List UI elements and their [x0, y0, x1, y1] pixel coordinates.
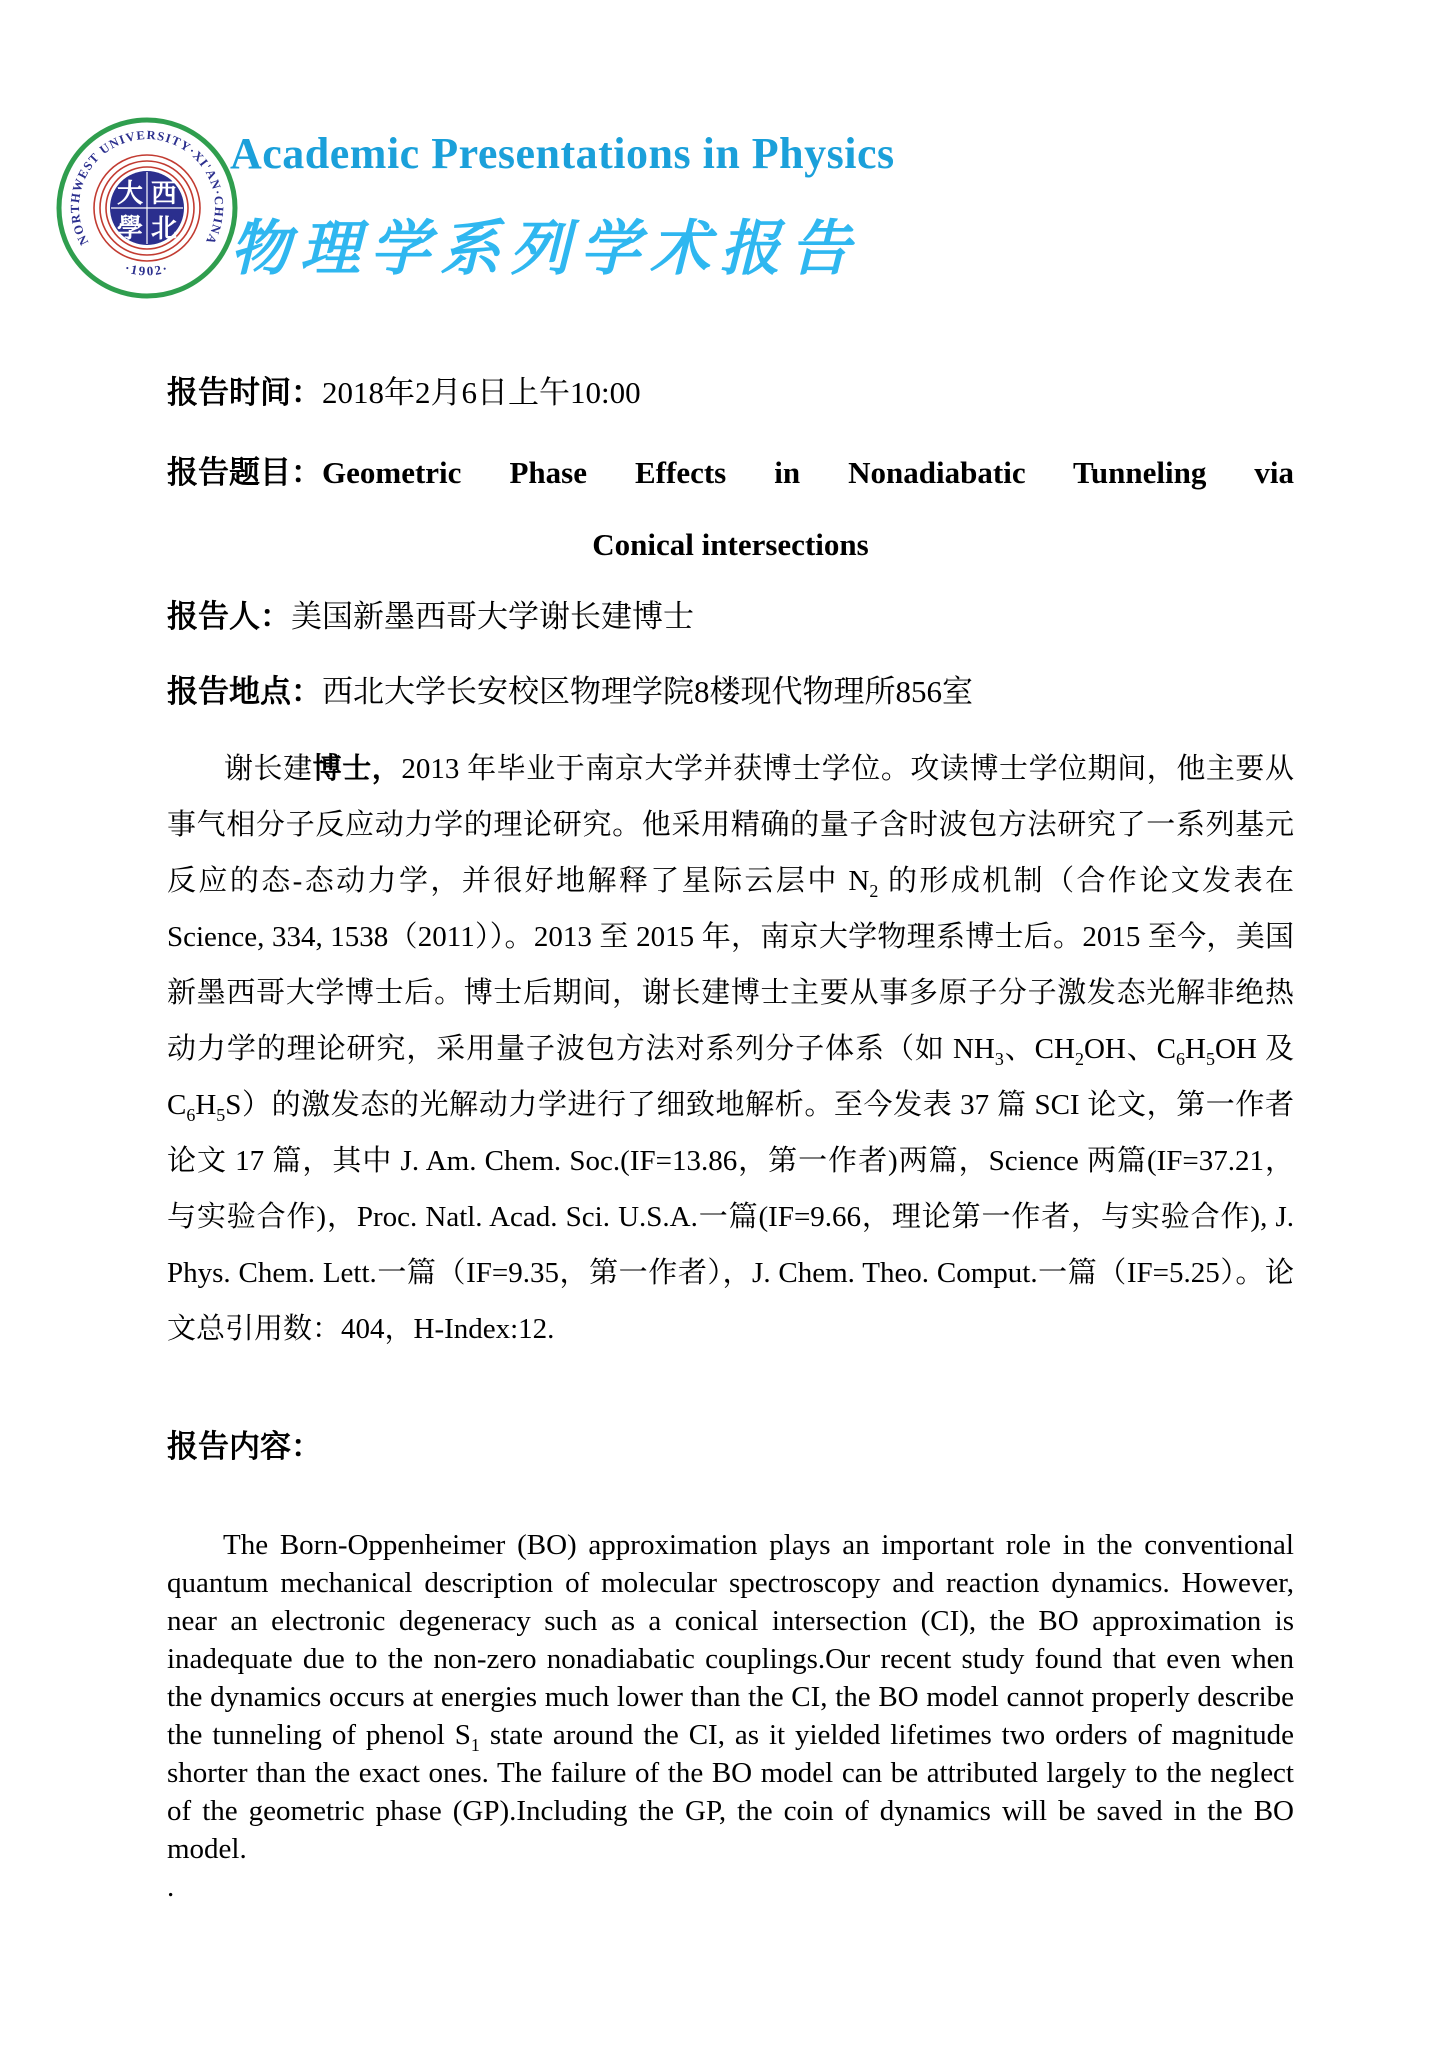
svg-text:西: 西 [150, 179, 178, 208]
report-venue-row [167, 671, 1294, 713]
report-topic-line1: Geometric Phase Effects in Nonadiabatic Tunneling via [322, 455, 1294, 490]
university-logo-svg [55, 116, 239, 300]
svg-text:學: 學 [116, 214, 144, 243]
speaker-biography: 谢长建博士，2013 年毕业于南京大学并获博士学位。攻读博士学位期间，他主要从事气相分子反应动力学的理论研究。他采用精确的量子含时波包方法研究了一系列基元反应的态-态动力学，并很好地解释了星际云层中 $N_2$ 的形成机制（合作论文发表在 Science, 334, 1538（2011））。2013 至 2015 年，南京大学物理系博士后。2015 至今，美国新墨西哥大学博士后。博士后期间，谢长建博士主要从事多原子分子激发态光解非绝热动力学的理论研究，采用量子波包方法对系列分子体系（如 $NH_3$、$CH_2OH$、$C_6H_5OH$ 及 $C_6H_5S$）的激发态的光解动力学进行了细致地解析。至今发表 37 篇 SCI 论文，第一作者论文 17 篇，其中 J. Am. Chem. Soc.(IF=13.86，第一作者)两篇，Science 两篇(IF=37.21，与实验合作)，Proc. Natl. Acad. Sci. U.S.A.一篇(IF=9.66，理论第一作者，与实验合作), J. Phys. Chem. Lett.一篇（IF=9.35，第一作者），J. Chem. Theo. Comput.一篇（IF=5.25）。论文总引用数：404，H-Index:12. [167, 753, 1294, 1345]
report-time-label: 报告时间： [167, 375, 322, 410]
university-logo [55, 116, 239, 300]
report-topic-row [167, 452, 1294, 494]
series-title-english: Academic Presentations in Physics [230, 129, 895, 178]
report-topic-line2: Conical intersections [592, 527, 869, 562]
report-venue-label: 报告地点： [167, 674, 322, 709]
svg-text:北: 北 [150, 214, 178, 243]
report-time-value: 2018年2月6日上午10:00 [322, 375, 641, 410]
main-content [167, 372, 1294, 1906]
abstract-paragraph: The Born-Oppenheimer (BO) approximation plays an important role in the conventional quantum mechanical description of molecular spectroscopy and reaction dynamics. However, near an electronic degeneracy such as a conical intersection (CI), the BO approximation is inadequate due to the non-zero nonadiabatic couplings.Our recent study found that even when the dynamics occurs at energies much lower than the CI, the BO model cannot properly describe the tunneling of phenol $S_1$ state around the CI, as it yielded lifetimes two orders of magnitude shorter than the exact ones. The failure of the BO model can be attributed largely to the neglect of the geometric phase (GP).Including the GP, the coin of dynamics will be saved in the BO model. [167, 1529, 1295, 1865]
report-topic-label: 报告题目： [167, 455, 322, 490]
report-venue-value: 西北大学长安校区物理学院8楼现代物理所856室 [322, 674, 973, 709]
header [230, 128, 1330, 287]
report-speaker-label: 报告人： [167, 599, 291, 634]
report-content-heading: 报告内容： [167, 1429, 322, 1464]
report-speaker-row [167, 596, 1294, 638]
report-time-row [167, 372, 1294, 414]
logo-year-text: ·1902· [123, 260, 171, 279]
logo-ring-text: NORTHWEST UNIVERSITY·XI'AN·CHINA [67, 127, 227, 248]
trailing-period: . [167, 1871, 175, 1903]
svg-text:大: 大 [116, 179, 144, 208]
series-title-chinese: 物理学系列学术报告 [230, 216, 860, 282]
report-speaker-value: 美国新墨西哥大学谢长建博士 [291, 599, 694, 634]
